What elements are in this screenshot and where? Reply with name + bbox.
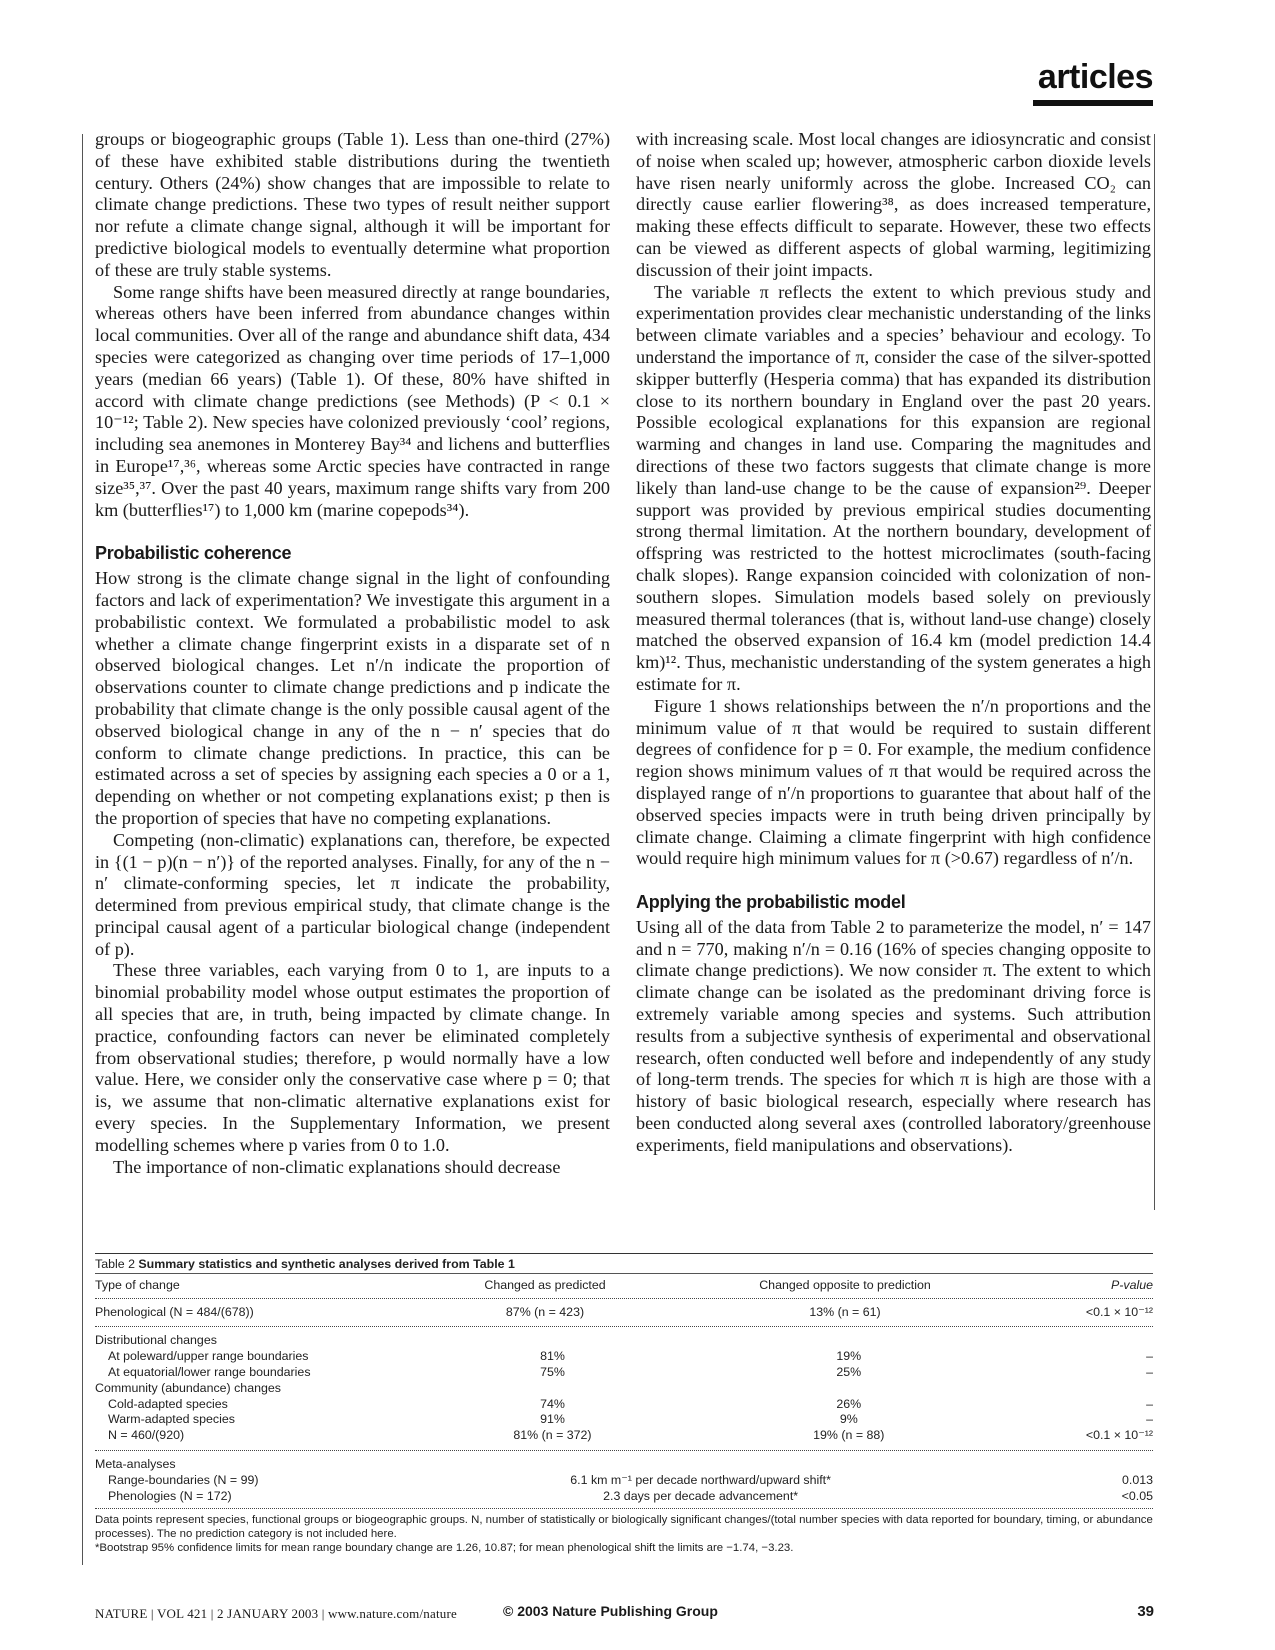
table-cell: 19% (n = 88) xyxy=(813,1428,885,1443)
paragraph: Competing (non-climatic) explanations can, therefore, be expected in {(1 − p)(n − n′)} of the reported analyses. Finally, for any of the n − n′ climate-conforming species, let π indicate the probability, determined from previous empirical study, that climate change is the principal causal agent of a particular biological change (independent of p). xyxy=(95,829,610,959)
table-cell: At equatorial/lower range boundaries xyxy=(108,1364,311,1379)
table-cell: 19% xyxy=(836,1349,862,1364)
table-header-cell: Changed opposite to prediction xyxy=(759,1277,931,1292)
table-cell: 74% xyxy=(540,1396,565,1411)
table-cell: – xyxy=(1146,1396,1153,1411)
paragraph: The importance of non-climatic explanations should decrease xyxy=(113,1156,561,1177)
table-title: Summary statistics and synthetic analyses derived from Table 1 xyxy=(138,1257,515,1271)
table-cell: 0.013 xyxy=(1121,1472,1153,1487)
paragraph: Some range shifts have been measured directly at range boundaries, whereas others have been inferred from abundance changes within local communities. Over all of the range and abundance shift data, 434 species were categorized as changing over time periods of 17–1,000 years (median 66 years) (Table 1). Of these, 80% have shifted in accord with climate change predictions (see Methods) (P < 0.1 × 10⁻¹²; Table 2). New species have colonized previously ‘cool’ regions, including sea anemones in Monterey Bay³⁴ and lichens and butterflies in Europe¹⁷,³⁶, whereas some Arctic species have contracted in range size³⁵,³⁷. Over the past 40 years, maximum range shifts vary from 200 km (butterflies¹⁷) to 1,000 km (marine copepods³⁴). xyxy=(95,281,610,520)
table-cell: Community (abundance) changes xyxy=(95,1380,281,1395)
table-cell: N = 460/(920) xyxy=(108,1428,185,1443)
table-caption xyxy=(95,1253,1153,1273)
table-cell: <0.1 × 10⁻¹² xyxy=(1085,1428,1153,1443)
copyright: © 2003 Nature Publishing Group xyxy=(503,1603,718,1619)
table-cell: Warm-adapted species xyxy=(108,1412,235,1427)
table-cell: At poleward/upper range boundaries xyxy=(108,1349,309,1364)
table-row xyxy=(95,1397,1153,1413)
table-cell: – xyxy=(1146,1364,1153,1379)
right-margin-rule xyxy=(1154,134,1155,1210)
table-cell: Range-boundaries (N = 99) xyxy=(108,1472,259,1487)
table-cell: Cold-adapted species xyxy=(108,1396,228,1411)
table-cell: Distributional changes xyxy=(95,1333,217,1348)
table-cell: 2.3 days per decade advancement* xyxy=(603,1488,799,1503)
paragraph: How strong is the climate change signal in the light of confounding factors and lack of experimentation? We investigate this argument in a probabilistic context. We formulated a probabilistic model to ask whether a climate change fingerprint exists in a disparate set of n observed biological changes. Let n′/n indicate the proportion of observations counter to climate change predictions and p indicate the probability that climate change is the only possible causal agent of the observed biological change in any of the n − n′ species that do conform to climate change predictions. In practice, this can be estimated across a set of species by assigning each species a 0 or a 1, depending on whether or not competing explanations exist; p then is the proportion of species that have no competing explanations. xyxy=(95,568,610,828)
table-cell: 91% xyxy=(540,1412,565,1427)
table-cell: 9% xyxy=(839,1412,858,1427)
left-margin-rule xyxy=(82,134,83,1565)
table-cell: Phenological (N = 484/(678)) xyxy=(95,1304,254,1319)
paragraph: Using all of the data from Table 2 to parameterize the model, n′ = 147 and n = 770, making n′/n = 0.16 (16% of species changing opposite to climate change predictions). We now consider π. The extent to which climate change can be isolated as the predominant driving force is extremely variable among species and systems. Such attribution results from a subjective synthesis of experimental and observational research, often conducted well before and independently of any study of long-term trends. The species for which π is high are those with a history of basic biological research, especially where research has been conducted along several axes (controlled laboratory/greenhouse experiments, field manipulations and observations). xyxy=(636,916,1151,1155)
table-row xyxy=(95,1365,1153,1381)
table-header-row xyxy=(95,1273,1153,1299)
table-cell: Phenologies (N = 172) xyxy=(108,1488,232,1503)
table-cell: – xyxy=(1146,1412,1153,1427)
section-heading: Probabilistic coherence xyxy=(95,543,292,564)
table-cell: <0.05 xyxy=(1121,1488,1153,1503)
table-2 xyxy=(95,1253,1153,1555)
table-cell: 25% xyxy=(836,1364,862,1379)
table-cell: 81% (n = 372) xyxy=(513,1428,592,1443)
table-cell: 13% (n = 61) xyxy=(809,1304,881,1319)
table-cell: 6.1 km m⁻¹ per decade northward/upward shift* xyxy=(570,1472,831,1487)
paragraph: Figure 1 shows relationships between the n′/n proportions and the minimum value of π that would be required to sustain different degrees of confidence for p = 0. For example, the medium confidence region shows minimum values of π that would be required across the displayed range of n′/n proportions to guarantee that about half of the observed species impacts were in truth being driven principally by climate change. Claiming a climate fingerprint with high confidence would require high minimum values for π (>0.67) regardless of n′/n. xyxy=(636,695,1151,869)
table-cell: – xyxy=(1146,1349,1153,1364)
table-cell: Meta-analyses xyxy=(95,1456,176,1471)
table-footnote: Data points represent species, functional groups or biogeographic groups. N, number of statistically or biologically significant changes/(total number species with data reported for boundary, timing, or abundance processes). The no prediction category is not included here. xyxy=(95,1514,1153,1541)
table-cell: 26% xyxy=(836,1396,862,1411)
header-rule xyxy=(1033,100,1153,106)
paragraph: with increasing scale. Most local changes are idiosyncratic and consist of noise when scaled up; however, atmospheric carbon dioxide levels have risen nearly uniformly across the globe. Increased CO₂ can directly cause earlier flowering³⁸, as does increased temperature, making these effects difficult to separate. However, these two effects can be viewed as different aspects of global warming, legitimizing discussion of their joint impacts. xyxy=(636,129,1151,280)
table-group-heading xyxy=(95,1333,1153,1349)
table-row xyxy=(95,1489,1153,1510)
left-column xyxy=(95,129,610,1178)
page-number: 39 xyxy=(1137,1603,1154,1620)
table-group-heading xyxy=(95,1457,1153,1473)
paragraph: The variable π reflects the extent to which previous study and experimentation provides clear mechanistic understanding of the links between climate variables and a species’ behaviour and ecology. To understand the importance of π, consider the case of the silver-spotted skipper butterfly (Hesperia comma) that has expanded its distribution close to its northern boundary in England over the past 20 years. Possible ecological explanations for this expansion are regional warming and changes in land use. Comparing the magnitudes and directions of these two factors suggests that climate change is more likely than land-use change to be the cause of expansion²⁹. Deeper support was provided by previous empirical studies documenting strong thermal limitation. At the northern boundary, development of offspring was restricted to the hottest microclimates (south-facing chalk slopes). Range expansion coincided with colonization of non-southern slopes. Simulation models based solely on previously measured thermal tolerances (that is, without land-use change) closely matched the observed expansion of 16.4 km (model prediction 14.4 km)¹². Thus, mechanistic understanding of the system generates a high estimate for π. xyxy=(636,281,1151,694)
table-cell: 75% xyxy=(540,1364,565,1379)
section-heading: Applying the probabilistic model xyxy=(636,892,906,913)
table-row xyxy=(95,1349,1153,1365)
table-row xyxy=(95,1305,1153,1321)
table-header-cell: Type of change xyxy=(95,1277,180,1292)
table-cell: 81% xyxy=(540,1349,565,1364)
table-cell: <0.1 × 10⁻¹² xyxy=(1085,1304,1153,1319)
table-header-cell: Changed as predicted xyxy=(484,1277,606,1292)
table-cell: 87% (n = 423) xyxy=(505,1304,585,1319)
right-column xyxy=(636,129,1151,1157)
table-row xyxy=(95,1412,1153,1428)
table-header-cell: P-value xyxy=(1110,1277,1153,1292)
paragraph: groups or biogeographic groups (Table 1). Less than one-third (27%) of these have exhibited stable distributions during the twentieth century. Others (24%) show changes that are impossible to relate to climate change predictions. These two types of result neither support nor refute a climate change signal, although it will be important for predictive biological models to eventually determine what proportion of these are truly stable systems. xyxy=(95,129,610,280)
table-row xyxy=(95,1473,1153,1489)
table-row xyxy=(95,1428,1153,1451)
table-label: Table 2 xyxy=(95,1257,135,1271)
paragraph: These three variables, each varying from 0 to 1, are inputs to a binomial probability model whose output estimates the proportion of all species that are, in truth, being impacted by climate change. In practice, confounding factors can never be eliminated completely from observational studies; therefore, p would normally have a low value. Here, we consider only the conservative case where p = 0; that is, we assume that non-climatic alternative explanations exist for every species. In the Supplementary Information, we present modelling schemes where p varies from 0 to 1.0. xyxy=(95,960,610,1155)
section-header: articles xyxy=(1037,58,1153,96)
table-group-heading xyxy=(95,1381,1153,1397)
table-footnote: *Bootstrap 95% confidence limits for mean range boundary change are 1.26, 10.87; for mean phenological shift the limits are −1.74, −3.23. xyxy=(95,1542,794,1555)
journal-citation: NATURE | VOL 421 | 2 JANUARY 2003 | www.nature.com/nature xyxy=(95,1606,457,1621)
